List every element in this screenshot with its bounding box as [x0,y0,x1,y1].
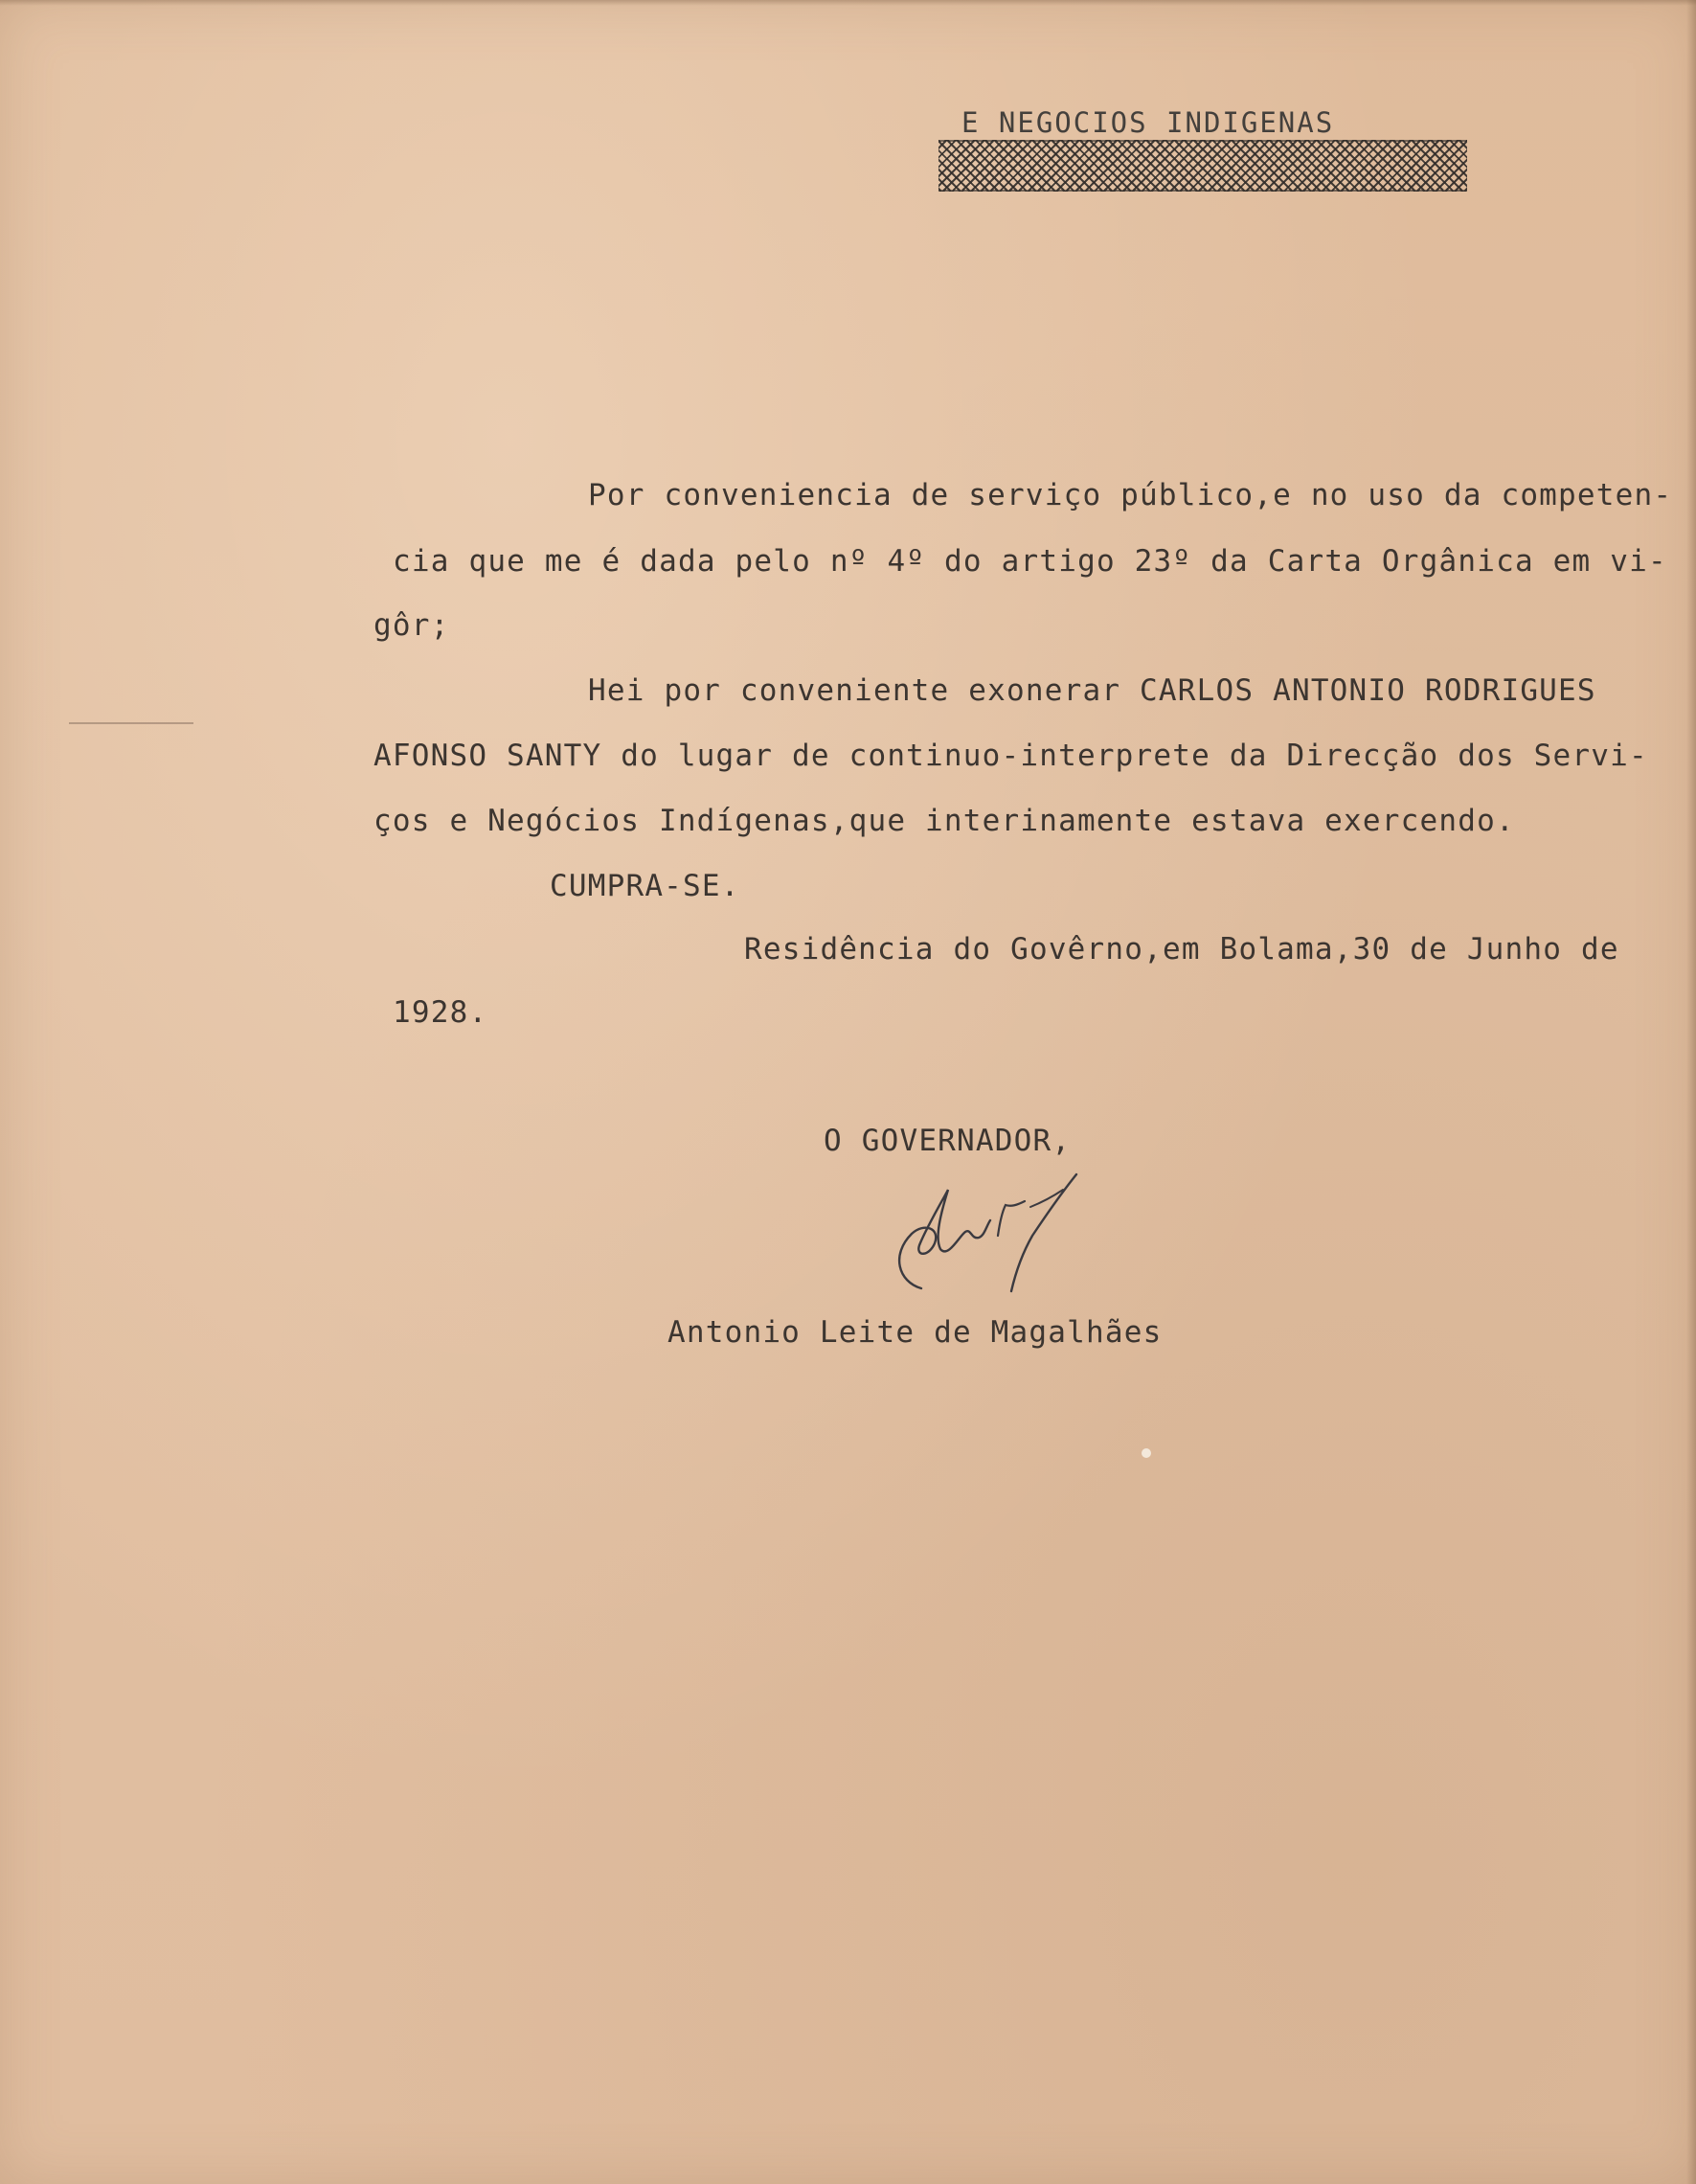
place-date-line2: 1928. [393,995,488,1030]
fold-mark [69,722,193,724]
paragraph1-line1: Por conveniencia de serviço público,e no uso da competen- [588,478,1673,512]
paragraph1-line2: cia que me é dada pelo nº 4º do artigo 23º da Carta Orgânica em vi- [393,544,1667,579]
paper-right-edge [1686,0,1696,2184]
signatory-name: Antonio Leite de Magalhães [667,1315,1163,1350]
paragraph2-line3: ços e Negócios Indígenas,que interinamente estava exercendo. [373,804,1515,838]
paragraph2-line2: AFONSO SANTY do lugar de continuo-interprete da Direcção dos Servi- [373,739,1648,773]
paragraph1-line3: gôr; [373,608,450,643]
paragraph2-line1: Hei por conveniente exonerar CARLOS ANTONIO RODRIGUES [588,673,1596,708]
document-header: E NEGOCIOS INDIGENAS [961,106,1335,139]
signatory-title: O GOVERNADOR, [824,1124,1072,1158]
closing-formula: CUMPRA-SE. [550,869,740,903]
paper-top-edge [0,0,1696,6]
place-date-line1: Residência do Govêrno,em Bolama,30 de Junho de [744,932,1619,967]
paper-hole [1142,1448,1151,1458]
handwritten-signature [871,1169,1120,1312]
struck-out-text [938,140,1467,192]
